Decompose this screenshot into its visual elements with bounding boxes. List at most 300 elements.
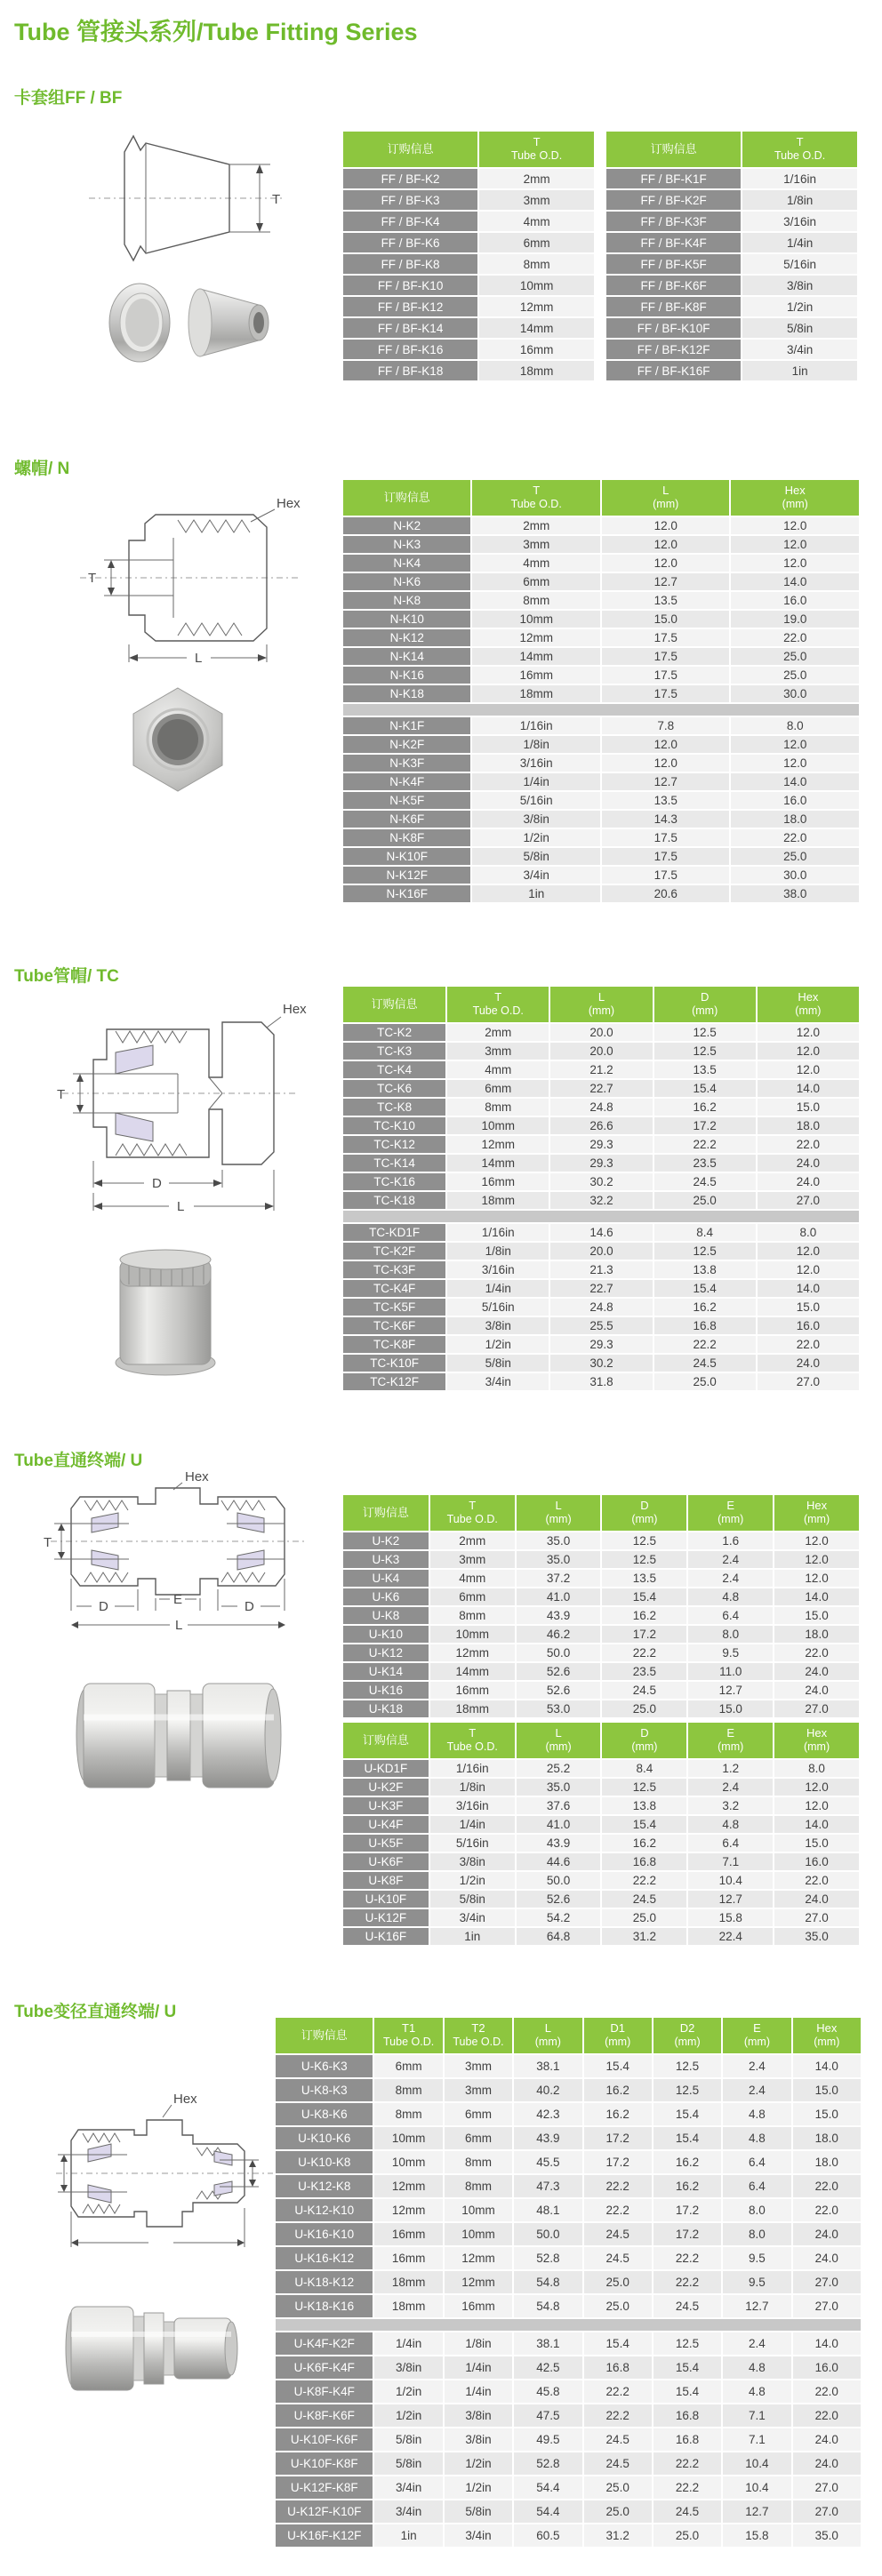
part-number-cell: N-K4F — [343, 772, 471, 791]
part-number-cell: U-K2F — [343, 1778, 429, 1796]
column-header: L (mm) — [516, 1723, 602, 1759]
value-cell: 27.0 — [774, 1908, 860, 1927]
value-cell: 3/4in — [373, 2476, 443, 2500]
value-cell: 1/16in — [471, 716, 601, 735]
value-cell: 10mm — [373, 2150, 443, 2174]
column-header: 订购信息 — [276, 2018, 373, 2054]
part-number-cell: U-K12F-K10F — [276, 2500, 373, 2524]
value-cell: 64.8 — [516, 1927, 602, 1946]
value-cell: 3/4in — [446, 1372, 549, 1391]
value-cell: 6mm — [471, 572, 601, 591]
value-cell: 9.5 — [722, 2246, 791, 2270]
value-cell: 8mm — [478, 253, 595, 275]
part-number-cell: TC-K2 — [343, 1023, 446, 1042]
table-row — [343, 754, 860, 772]
part-number-cell: FF / BF-K1F — [606, 168, 742, 189]
value-cell: 17.2 — [653, 2222, 722, 2246]
value-cell: 22.4 — [687, 1927, 774, 1946]
column-header: Hex (mm) — [757, 987, 860, 1023]
table-row — [606, 360, 858, 381]
value-cell: 10mm — [444, 2222, 513, 2246]
value-cell: 3mm — [444, 2078, 513, 2102]
value-cell: 13.5 — [653, 1060, 757, 1079]
value-cell: 1/8in — [471, 735, 601, 754]
part-number-cell: TC-K3 — [343, 1042, 446, 1060]
value-cell: 1/4in — [471, 772, 601, 791]
table-row — [276, 2054, 862, 2078]
section-title-tc: Tube管帽/ TC — [14, 967, 119, 986]
dim-label-d: D — [152, 1176, 162, 1191]
value-cell: 1/4in — [444, 2380, 513, 2404]
value-cell: 25.0 — [730, 847, 860, 866]
value-cell: 16mm — [471, 666, 601, 684]
value-cell: 37.6 — [516, 1796, 602, 1815]
value-cell: 20.6 — [601, 884, 731, 903]
u-table-inch — [343, 1723, 861, 1947]
part-number-cell: U-K8-K3 — [276, 2078, 373, 2102]
table-row — [343, 1260, 860, 1279]
value-cell: 5/8in — [742, 317, 858, 339]
part-number-cell: FF / BF-K3F — [606, 211, 742, 232]
value-cell: 1in — [429, 1927, 516, 1946]
part-number-cell: U-K8-K6 — [276, 2102, 373, 2126]
value-cell: 24.0 — [757, 1154, 860, 1172]
table-row — [343, 1681, 860, 1700]
value-cell: 27.0 — [757, 1191, 860, 1210]
table-row — [343, 866, 860, 884]
value-cell: 18mm — [446, 1191, 549, 1210]
table-row — [343, 1191, 860, 1210]
value-cell: 12.0 — [757, 1242, 860, 1260]
column-header: L (mm) — [513, 2018, 582, 2054]
table-row — [343, 1042, 860, 1060]
part-number-cell: TC-K2F — [343, 1242, 446, 1260]
table-row — [343, 554, 860, 572]
group-separator — [276, 2318, 862, 2332]
value-cell: 24.0 — [757, 1172, 860, 1191]
column-header: Hex (mm) — [792, 2018, 862, 2054]
value-cell: 26.6 — [549, 1116, 653, 1135]
part-number-cell: U-K18 — [343, 1700, 429, 1718]
value-cell: 6.4 — [687, 1606, 774, 1625]
part-number-cell: U-K6F — [343, 1852, 429, 1871]
value-cell: 18mm — [373, 2270, 443, 2294]
value-cell: 4.8 — [722, 2102, 791, 2126]
value-cell: 40.2 — [513, 2078, 582, 2102]
part-number-cell: U-K4F — [343, 1815, 429, 1834]
dim-label-l: L — [175, 1618, 183, 1633]
value-cell: 3/4in — [373, 2500, 443, 2524]
data-table — [606, 132, 859, 382]
dim-label-d-right: D — [245, 1599, 254, 1614]
value-cell: 12.0 — [601, 554, 731, 572]
value-cell: 18.0 — [774, 1625, 860, 1644]
value-cell: 1/2in — [446, 1335, 549, 1354]
value-cell: 30.0 — [730, 866, 860, 884]
value-cell: 8.0 — [730, 716, 860, 735]
table-row — [606, 253, 858, 275]
value-cell: 6mm — [444, 2126, 513, 2150]
column-header: T Tube O.D. — [429, 1723, 516, 1759]
nut-diagram — [67, 484, 316, 676]
value-cell: 16.8 — [583, 2356, 653, 2380]
column-header: 订购信息 — [606, 132, 742, 168]
value-cell: 12.5 — [601, 1778, 687, 1796]
part-number-cell: U-K6 — [343, 1588, 429, 1606]
value-cell: 12.5 — [653, 1242, 757, 1260]
value-cell: 1in — [373, 2524, 443, 2548]
value-cell: 3/4in — [429, 1908, 516, 1927]
dim-label-l: L — [195, 651, 203, 666]
value-cell: 21.2 — [549, 1060, 653, 1079]
value-cell: 13.5 — [601, 1569, 687, 1588]
value-cell: 7.1 — [687, 1852, 774, 1871]
table-row — [343, 1625, 860, 1644]
table-row — [343, 1569, 860, 1588]
column-header: L (mm) — [601, 480, 731, 516]
value-cell: 16.2 — [653, 2150, 722, 2174]
part-number-cell: U-K10-K6 — [276, 2126, 373, 2150]
part-number-cell: N-K4 — [343, 554, 471, 572]
value-cell: 8.0 — [757, 1223, 860, 1242]
value-cell: 24.5 — [653, 2500, 722, 2524]
value-cell: 27.0 — [774, 1700, 860, 1718]
ferrule-diagram — [71, 120, 307, 276]
table-row — [343, 647, 860, 666]
column-header: L (mm) — [516, 1495, 602, 1532]
value-cell: 12.7 — [722, 2294, 791, 2318]
part-number-cell: N-K10F — [343, 847, 471, 866]
table-row — [276, 2150, 862, 2174]
part-number-cell: U-K10F — [343, 1890, 429, 1908]
value-cell: 16.0 — [730, 591, 860, 610]
part-number-cell: U-K16-K10 — [276, 2222, 373, 2246]
value-cell: 1.2 — [687, 1759, 774, 1778]
table-row — [343, 1372, 860, 1391]
table-row — [343, 1550, 860, 1569]
table-row — [343, 1834, 860, 1852]
value-cell: 22.0 — [792, 2198, 862, 2222]
part-number-cell: N-K16F — [343, 884, 471, 903]
value-cell: 17.5 — [601, 684, 731, 703]
value-cell: 47.3 — [513, 2174, 582, 2198]
value-cell: 2.4 — [687, 1550, 774, 1569]
value-cell: 12.7 — [722, 2500, 791, 2524]
value-cell: 25.0 — [730, 666, 860, 684]
part-number-cell: N-K3F — [343, 754, 471, 772]
part-number-cell: FF / BF-K10 — [343, 275, 478, 296]
value-cell: 8.0 — [774, 1759, 860, 1778]
part-number-cell: TC-K12 — [343, 1135, 446, 1154]
value-cell: 12.0 — [774, 1796, 860, 1815]
value-cell: 24.5 — [583, 2222, 653, 2246]
reducing-union-photo — [62, 2276, 253, 2418]
value-cell: 5/8in — [446, 1354, 549, 1372]
value-cell: 3mm — [429, 1550, 516, 1569]
table-row — [343, 684, 860, 703]
value-cell: 16.2 — [601, 1606, 687, 1625]
value-cell: 2mm — [471, 516, 601, 535]
value-cell: 15.0 — [687, 1700, 774, 1718]
value-cell: 18.0 — [730, 810, 860, 828]
table-row — [343, 810, 860, 828]
value-cell: 12.7 — [687, 1890, 774, 1908]
value-cell: 24.5 — [653, 1354, 757, 1372]
value-cell: 25.0 — [730, 647, 860, 666]
value-cell: 53.0 — [516, 1700, 602, 1718]
value-cell: 12.0 — [757, 1023, 860, 1042]
part-number-cell: TC-K16 — [343, 1172, 446, 1191]
value-cell: 24.5 — [653, 1172, 757, 1191]
value-cell: 22.2 — [653, 1335, 757, 1354]
table-row — [276, 2500, 862, 2524]
table-row — [276, 2102, 862, 2126]
value-cell: 27.0 — [792, 2294, 862, 2318]
value-cell: 12.7 — [601, 572, 731, 591]
value-cell: 17.2 — [653, 2198, 722, 2222]
value-cell: 31.2 — [601, 1927, 687, 1946]
value-cell: 22.2 — [583, 2174, 653, 2198]
value-cell: 24.5 — [583, 2246, 653, 2270]
value-cell: 5/8in — [471, 847, 601, 866]
value-cell: 15.0 — [757, 1098, 860, 1116]
value-cell: 16mm — [446, 1172, 549, 1191]
value-cell: 10mm — [446, 1116, 549, 1135]
part-number-cell: N-K16 — [343, 666, 471, 684]
value-cell: 52.6 — [516, 1890, 602, 1908]
value-cell: 8mm — [446, 1098, 549, 1116]
table-row — [343, 572, 860, 591]
value-cell: 1/8in — [742, 189, 858, 211]
part-number-cell: TC-K8F — [343, 1335, 446, 1354]
part-number-cell: FF / BF-K16F — [606, 360, 742, 381]
value-cell: 22.0 — [792, 2380, 862, 2404]
value-cell: 29.3 — [549, 1135, 653, 1154]
value-cell: 2.4 — [722, 2332, 791, 2356]
value-cell: 3/16in — [742, 211, 858, 232]
ffbf-table-inch — [606, 132, 859, 382]
table-row — [276, 2198, 862, 2222]
table-row — [343, 1023, 860, 1042]
value-cell: 16.2 — [653, 2174, 722, 2198]
table-row — [343, 772, 860, 791]
column-header: E (mm) — [722, 2018, 791, 2054]
value-cell: 15.4 — [653, 2102, 722, 2126]
value-cell: 24.5 — [583, 2452, 653, 2476]
tc-table — [343, 987, 861, 1392]
part-number-cell: U-K18-K16 — [276, 2294, 373, 2318]
table-row — [343, 1644, 860, 1662]
value-cell: 16.8 — [653, 2404, 722, 2428]
value-cell: 4mm — [446, 1060, 549, 1079]
value-cell: 12.7 — [687, 1681, 774, 1700]
table-row — [343, 275, 595, 296]
value-cell: 42.5 — [513, 2356, 582, 2380]
value-cell: 20.0 — [549, 1242, 653, 1260]
part-number-cell: U-K12-K10 — [276, 2198, 373, 2222]
column-header: E (mm) — [687, 1495, 774, 1532]
value-cell: 16.0 — [730, 791, 860, 810]
value-cell: 14mm — [471, 647, 601, 666]
column-header: T Tube O.D. — [446, 987, 549, 1023]
value-cell: 13.8 — [601, 1796, 687, 1815]
part-number-cell: N-K8 — [343, 591, 471, 610]
value-cell: 44.6 — [516, 1852, 602, 1871]
value-cell: 8.0 — [722, 2198, 791, 2222]
column-header: T Tube O.D. — [429, 1495, 516, 1532]
table-row — [343, 610, 860, 628]
value-cell: 12.0 — [730, 516, 860, 535]
value-cell: 25.5 — [549, 1316, 653, 1335]
value-cell: 35.0 — [516, 1532, 602, 1550]
table-row — [606, 275, 858, 296]
column-header: D2 (mm) — [653, 2018, 722, 2054]
value-cell: 12.0 — [774, 1550, 860, 1569]
value-cell: 54.8 — [513, 2294, 582, 2318]
value-cell: 3/8in — [471, 810, 601, 828]
value-cell: 12.0 — [730, 535, 860, 554]
value-cell: 22.0 — [757, 1135, 860, 1154]
table-row — [343, 1778, 860, 1796]
section-title-u: Tube直通终端/ U — [14, 1452, 143, 1470]
part-number-cell: FF / BF-K8 — [343, 253, 478, 275]
value-cell: 24.0 — [774, 1681, 860, 1700]
value-cell: 12.0 — [601, 735, 731, 754]
table-row — [343, 1908, 860, 1927]
value-cell: 18mm — [471, 684, 601, 703]
value-cell: 1/16in — [742, 168, 858, 189]
value-cell: 3/16in — [429, 1796, 516, 1815]
value-cell: 16mm — [478, 339, 595, 360]
table-row — [276, 2380, 862, 2404]
value-cell: 16.2 — [583, 2078, 653, 2102]
column-header: T Tube O.D. — [471, 480, 601, 516]
value-cell: 25.0 — [653, 1191, 757, 1210]
value-cell: 3/4in — [444, 2524, 513, 2548]
value-cell: 3mm — [446, 1042, 549, 1060]
table-row — [276, 2428, 862, 2452]
column-header: D (mm) — [601, 1723, 687, 1759]
value-cell: 18.0 — [792, 2150, 862, 2174]
column-header: T Tube O.D. — [742, 132, 858, 168]
value-cell: 10.4 — [722, 2452, 791, 2476]
column-header: D1 (mm) — [583, 2018, 653, 2054]
value-cell: 10mm — [444, 2198, 513, 2222]
value-cell: 16.2 — [653, 1298, 757, 1316]
part-number-cell: U-K8F-K6F — [276, 2404, 373, 2428]
table-row — [343, 1098, 860, 1116]
table-row — [343, 1079, 860, 1098]
value-cell: 8mm — [373, 2078, 443, 2102]
value-cell: 2mm — [478, 168, 595, 189]
table-row — [343, 1588, 860, 1606]
value-cell: 17.5 — [601, 666, 731, 684]
nut-photo — [107, 680, 249, 800]
cap-diagram — [44, 996, 311, 1218]
value-cell: 1/8in — [429, 1778, 516, 1796]
value-cell: 1/4in — [742, 232, 858, 253]
value-cell: 41.0 — [516, 1815, 602, 1834]
value-cell: 1in — [471, 884, 601, 903]
value-cell: 1/2in — [742, 296, 858, 317]
value-cell: 2.4 — [687, 1778, 774, 1796]
value-cell: 15.8 — [687, 1908, 774, 1927]
value-cell: 38.0 — [730, 884, 860, 903]
part-number-cell: FF / BF-K3 — [343, 189, 478, 211]
value-cell: 22.2 — [601, 1871, 687, 1890]
value-cell: 25.0 — [583, 2294, 653, 2318]
value-cell: 3/8in — [444, 2404, 513, 2428]
part-number-cell: U-K2 — [343, 1532, 429, 1550]
part-number-cell: TC-K5F — [343, 1298, 446, 1316]
table-row — [606, 232, 858, 253]
value-cell: 3mm — [444, 2054, 513, 2078]
value-cell: 38.1 — [513, 2332, 582, 2356]
part-number-cell: FF / BF-K4 — [343, 211, 478, 232]
value-cell: 23.5 — [653, 1154, 757, 1172]
u-reducing-table — [276, 2018, 862, 2548]
part-number-cell: TC-K10 — [343, 1116, 446, 1135]
section-title-n: 螺帽/ N — [14, 460, 70, 478]
table-row — [343, 1279, 860, 1298]
value-cell: 3/8in — [446, 1316, 549, 1335]
table-row — [343, 1242, 860, 1260]
value-cell: 41.0 — [516, 1588, 602, 1606]
value-cell: 22.2 — [653, 2476, 722, 2500]
part-number-cell: U-K10F-K6F — [276, 2428, 373, 2452]
value-cell: 16.0 — [757, 1316, 860, 1335]
value-cell: 1/2in — [444, 2452, 513, 2476]
value-cell: 3/8in — [444, 2428, 513, 2452]
part-number-cell: U-K16-K12 — [276, 2246, 373, 2270]
value-cell: 3/8in — [429, 1852, 516, 1871]
value-cell: 22.0 — [730, 628, 860, 647]
value-cell: 1in — [742, 360, 858, 381]
value-cell: 17.5 — [601, 647, 731, 666]
table-row — [343, 296, 595, 317]
table-row — [343, 1154, 860, 1172]
value-cell: 14mm — [446, 1154, 549, 1172]
value-cell: 15.4 — [601, 1815, 687, 1834]
value-cell: 24.0 — [774, 1890, 860, 1908]
value-cell: 8mm — [373, 2102, 443, 2126]
table-row — [343, 1135, 860, 1154]
value-cell: 15.4 — [653, 2380, 722, 2404]
table-row — [343, 1116, 860, 1135]
part-number-cell: TC-K6 — [343, 1079, 446, 1098]
value-cell: 45.5 — [513, 2150, 582, 2174]
value-cell: 27.0 — [792, 2476, 862, 2500]
value-cell: 12mm — [471, 628, 601, 647]
table-row — [343, 847, 860, 866]
table-row — [343, 1871, 860, 1890]
table-row — [343, 232, 595, 253]
value-cell: 20.0 — [549, 1023, 653, 1042]
column-header: Hex (mm) — [774, 1723, 860, 1759]
part-number-cell: TC-K18 — [343, 1191, 446, 1210]
dim-label-t: T — [272, 192, 281, 207]
value-cell: 29.3 — [549, 1154, 653, 1172]
data-table — [343, 987, 861, 1392]
value-cell: 1/2in — [373, 2404, 443, 2428]
value-cell: 8.0 — [722, 2222, 791, 2246]
value-cell: 12.0 — [757, 1060, 860, 1079]
value-cell: 5/8in — [429, 1890, 516, 1908]
value-cell: 16mm — [373, 2222, 443, 2246]
value-cell: 14.0 — [774, 1588, 860, 1606]
value-cell: 37.2 — [516, 1569, 602, 1588]
value-cell: 16.2 — [583, 2102, 653, 2126]
